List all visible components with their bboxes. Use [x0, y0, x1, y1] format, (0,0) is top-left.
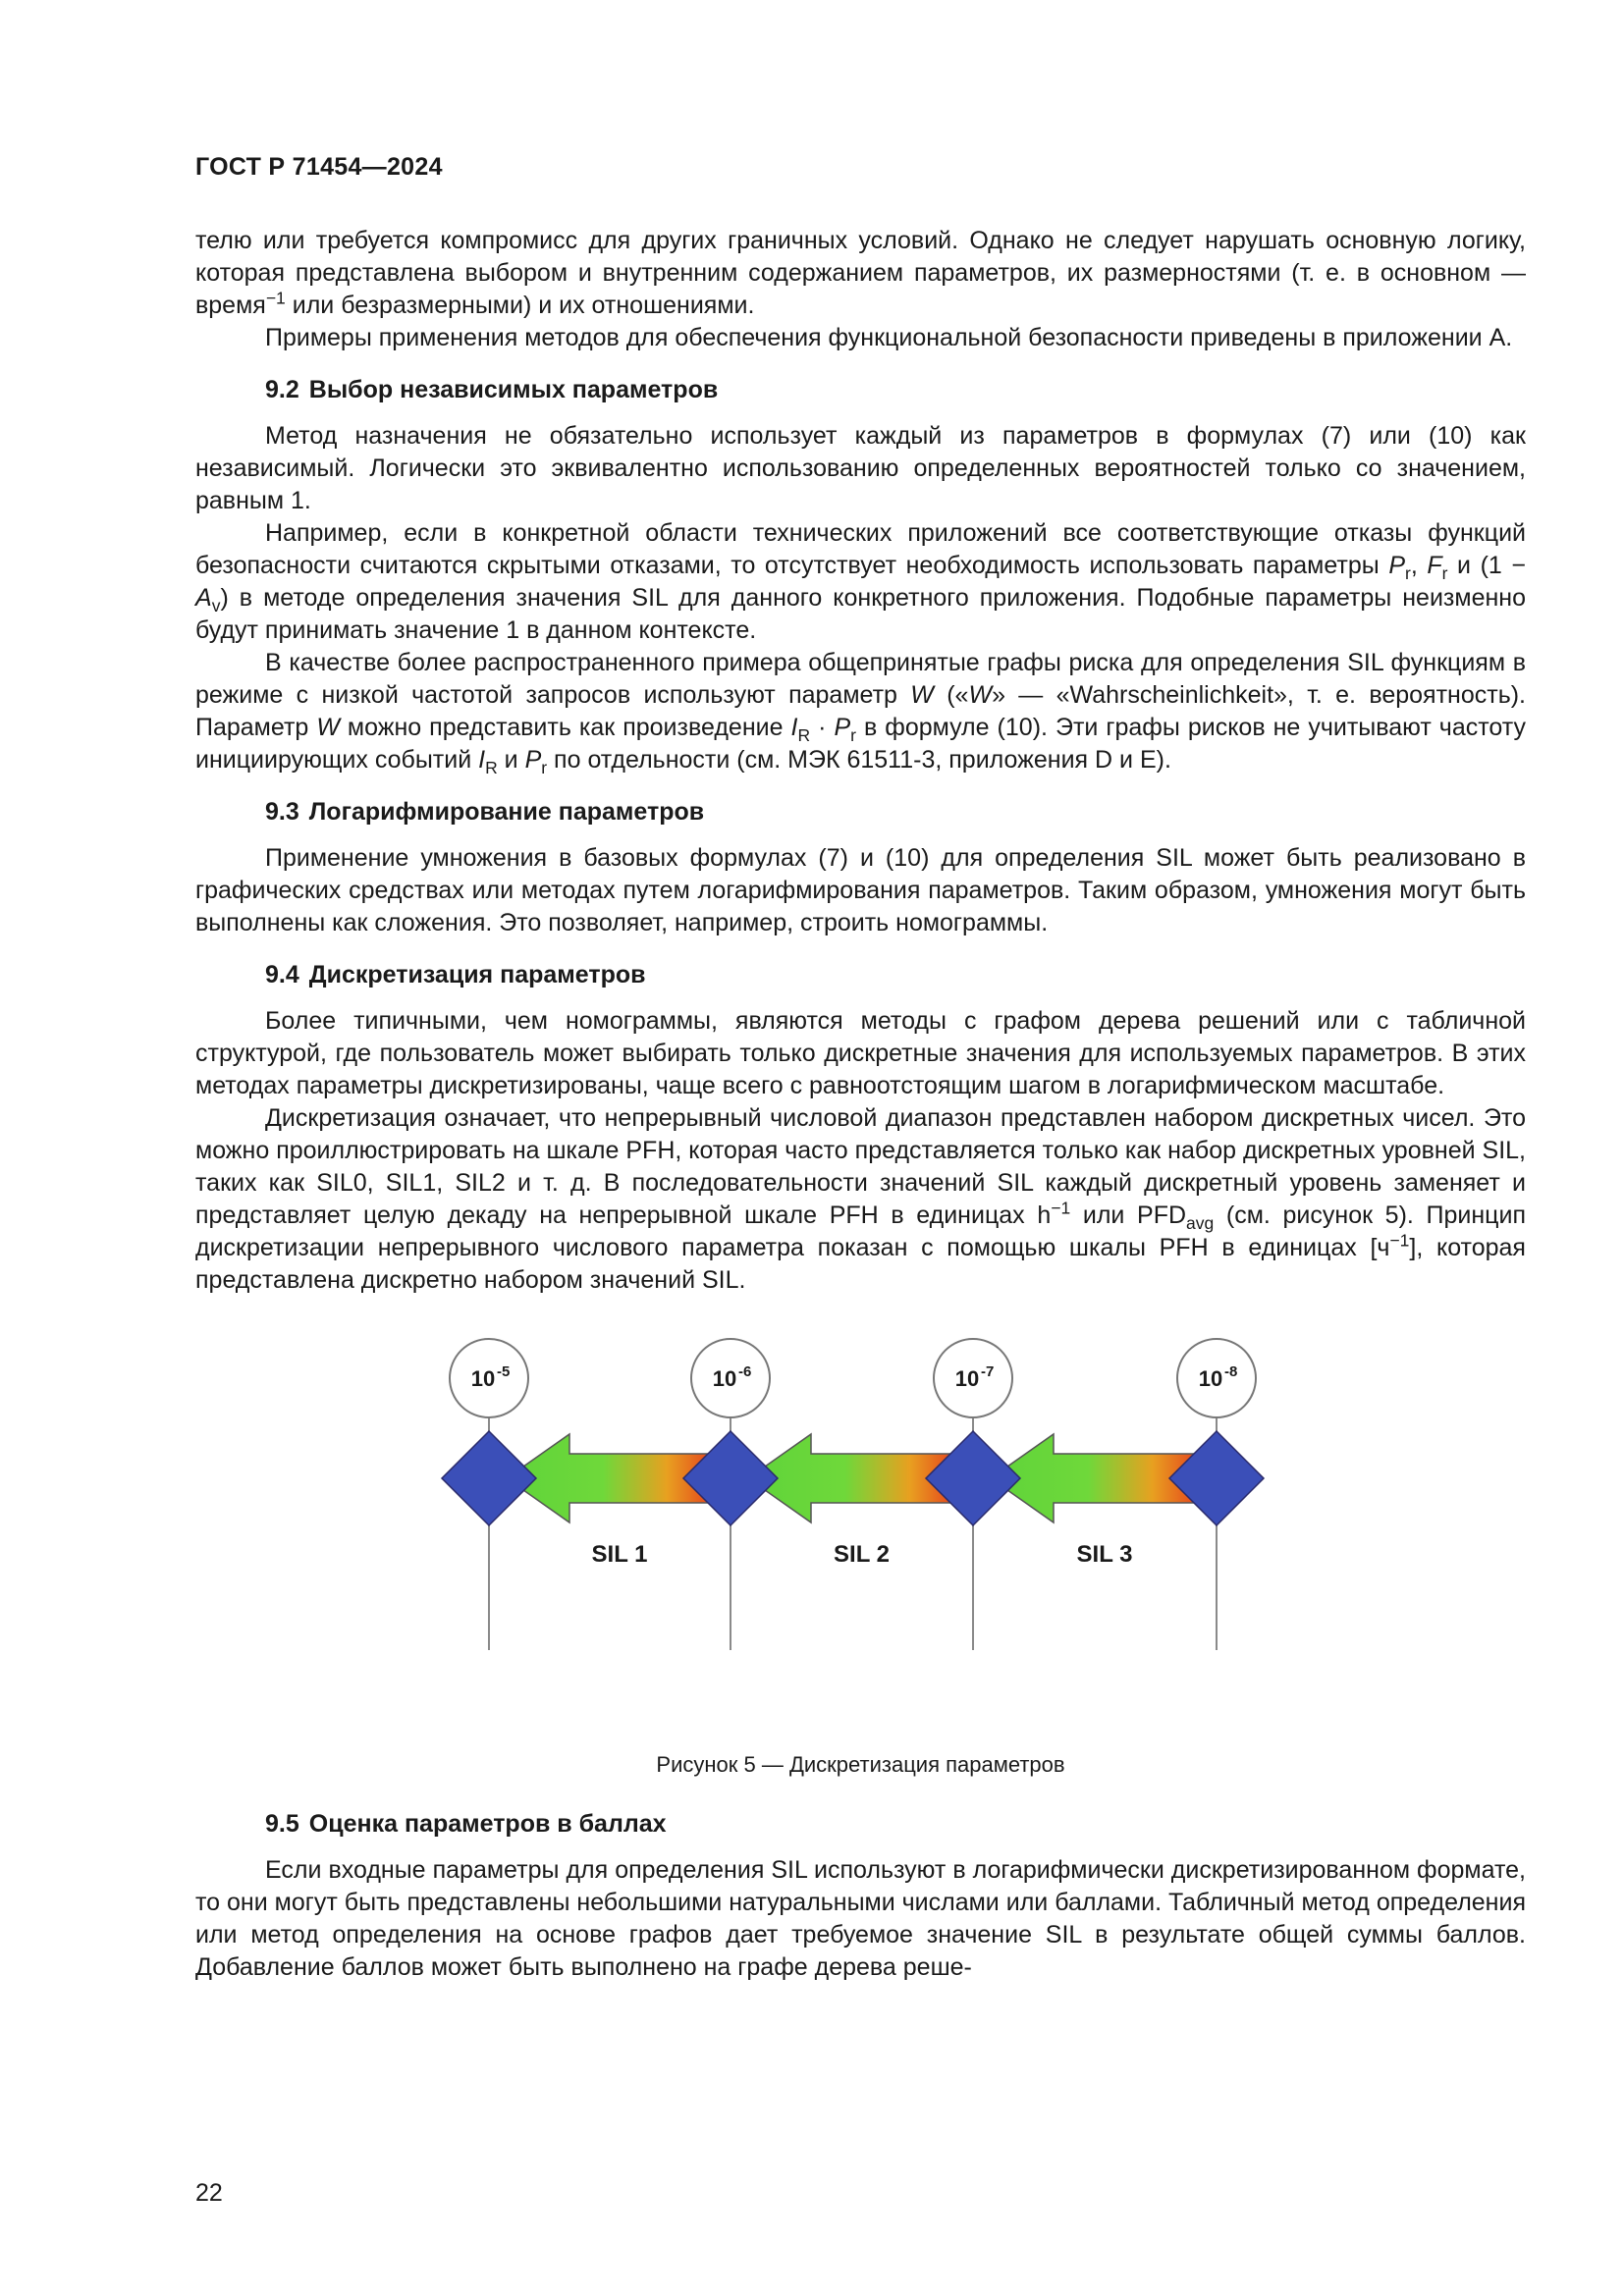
marker-label-3: 10 [1198, 1366, 1223, 1391]
paragraph: В качестве более распространенного примера общепринятые графы риска для определения SIL функциям в режиме с низкой частотой запросов используют параметр W («W» — «Wahrscheinlichkeit», т. е. вероятность). Параметр W можно представить как произведение $I_R \cdot P_r$ в формуле (10). Эти графы рисков не учитывают частоту инициирующих событий $I_R$ и $P_r$ по отдельности (см. МЭК 61511-3, приложения D и E). [195, 649, 1526, 777]
marker-label-2: 10 [954, 1366, 980, 1391]
diamond-marker-0 [442, 1431, 536, 1525]
diamond-marker-3 [1169, 1431, 1264, 1525]
paragraph: телю или требуется компромисс для других граничных условий. Однако не следует нарушать основную логику, которая представлена выбором и внутренним содержанием параметров, их размерностями (т. е. в основном — время$^{-1}$ или безразмерными) и их отношениями. [195, 227, 1526, 319]
section-heading-9-2: 9.2 Выбор независимых параметров [265, 376, 719, 403]
discretization-diagram [195, 1326, 1526, 1748]
diamond-marker-1 [683, 1431, 778, 1525]
diamond-marker-2 [926, 1431, 1020, 1525]
section-heading-9-3: 9.3 Логарифмирование параметров [265, 798, 705, 826]
section-heading-9-4: 9.4 Дискретизация параметров [265, 961, 646, 988]
marker-exponent-1: -6 [738, 1363, 752, 1380]
paragraph: Применение умножения в базовых формулах (7) и (10) для определения SIL может быть реализовано в графических средствах или методах путем логарифмирования параметров. Таким образом, умножения могут быть выполнены как сложения. Это позволяет, например, строить номограммы. [195, 844, 1526, 936]
paragraph: Например, если в конкретной области технических приложений все соответствующие отказы функций безопасности считаются скрытыми отказами, то отсутствует необходимость использовать параметры $P_r$, $F_r$ и $(1 - A_v)$ в методе определения значения SIL для данного конкретного приложения. Подобные параметры неизменно будут принимать значение 1 в данном контексте. [195, 519, 1526, 644]
marker-label-1: 10 [712, 1366, 737, 1391]
section-heading-9-5: 9.5 Оценка параметров в баллах [265, 1810, 667, 1838]
page-number: 22 [195, 2179, 223, 2207]
marker-exponent-3: -8 [1224, 1363, 1238, 1380]
paragraph: Дискретизация означает, что непрерывный числовой диапазон представлен набором дискретных чисел. Это можно проиллюстрировать на шкале PFH, которая часто представляется только как набор дискретных уровней SIL, таких как SIL0, SIL1, SIL2 и т. д. В последовательности значений SIL каждый дискретный уровень заменяет и представляет целую декаду на непрерывной шкале PFH в единицах $h^{-1}$ или $PFD_{avg}$ (см. рисунок 5). Принцип дискретизации непрерывного числового параметра показан с помощью шкалы PFH в единицах $[ч^{-1}]$, которая представлена дискретно набором значений SIL. [195, 1104, 1526, 1294]
paragraph: Метод назначения не обязательно использует каждый из параметров в формулах (7) или (10) как независимый. Логически это эквивалентно использованию определенных вероятностей только со значением, равным 1. [195, 422, 1526, 514]
marker-exponent-0: -5 [497, 1363, 511, 1380]
paragraph: Примеры применения методов для обеспечения функциональной безопасности приведены в приложении А. [265, 324, 1513, 351]
segment-label-1: SIL 2 [834, 1541, 890, 1568]
segment-label-2: SIL 3 [1076, 1541, 1133, 1568]
figure-caption: Рисунок 5 — Дискретизация параметров [656, 1752, 1065, 1777]
paragraph: Более типичными, чем номограммы, являются методы с графом дерева решений или с табличной структурой, где пользователь может выбирать только дискретные значения для используемых параметров. В этих методах параметры дискретизированы, чаще всего с равноотстоящим шагом в логарифмическом масштабе. [195, 1007, 1526, 1099]
figure-discretization [195, 1326, 1526, 1748]
segment-label-0: SIL 1 [591, 1541, 648, 1568]
marker-label-0: 10 [470, 1366, 496, 1391]
document-header: ГОСТ Р 71454—2024 [195, 153, 443, 181]
paragraph: Если входные параметры для определения SIL используют в логарифмически дискретизированном формате, то они могут быть представлены небольшими натуральными числами или баллами. Табличный метод определения или метод определения на основе графов дает требуемое значение SIL в результате общей суммы баллов. Добавление баллов может быть выполнено на графе дерева реше- [195, 1856, 1526, 1981]
document-page [195, 137, 1526, 1984]
marker-exponent-2: -7 [981, 1363, 995, 1380]
